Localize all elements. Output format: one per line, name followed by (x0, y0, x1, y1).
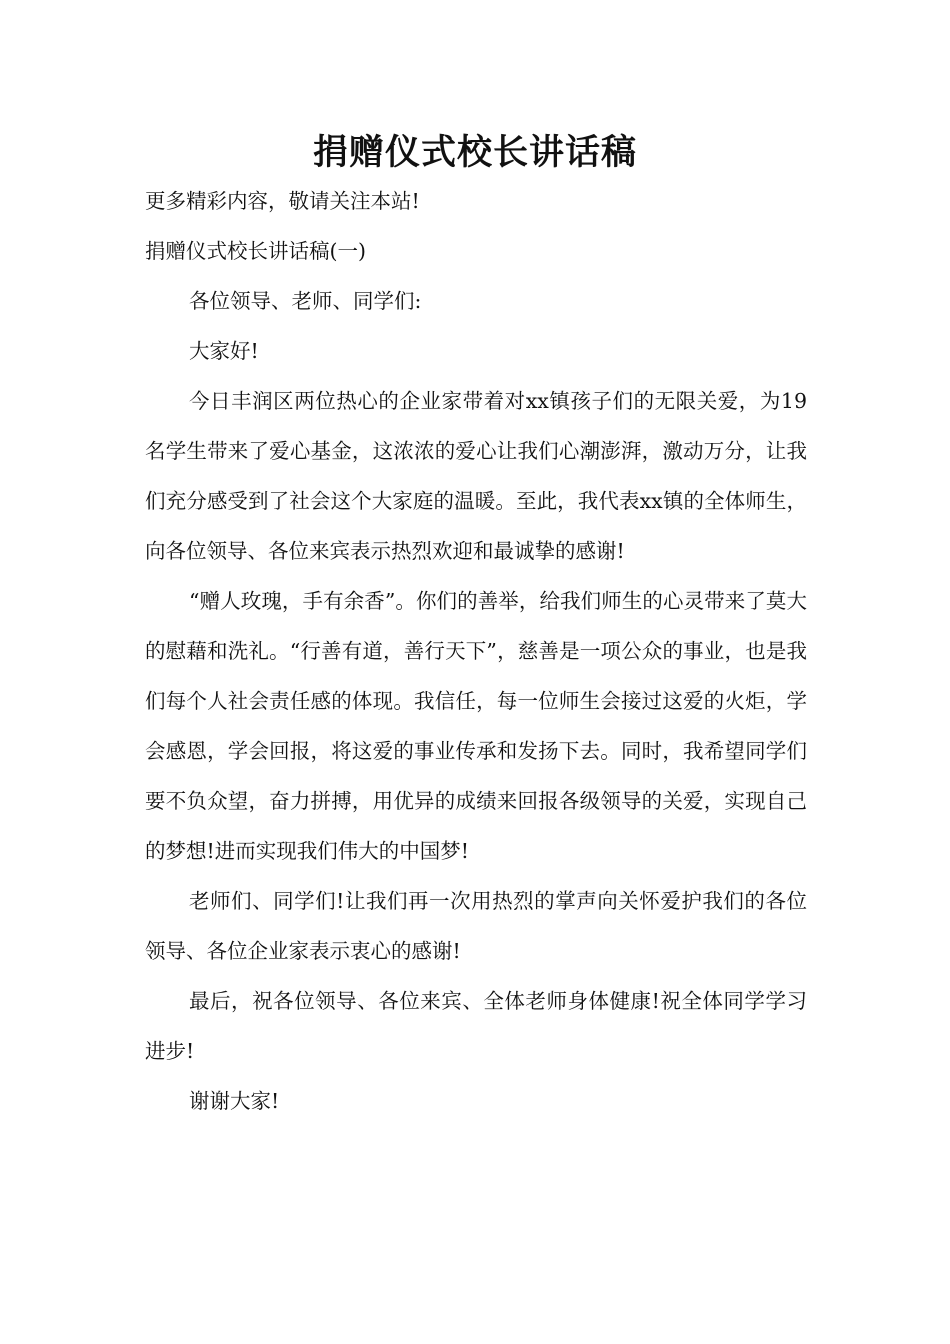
closing: 谢谢大家! (189, 1089, 280, 1113)
document-title: 捐赠仪式校长讲话稿 (312, 133, 637, 173)
notice-line: 更多精彩内容，敬请关注本站! (145, 189, 420, 213)
section-subtitle: 捐赠仪式校长讲话稿(一) (145, 239, 366, 263)
paragraph-2: “赠人玫瑰，手有余香”。你们的善举，给我们师生的心灵带来了莫大的慰藉和洗礼。“行善有道，善行天下”，慈善是一项公众的事业，也是我们每个人社会责任感的体现。我信任，每一位师生会接过这爱的火炬，学会感恩，学会回报，将这爱的事业传承和发扬下去。同时，我希望同学们要不负众望，奋力拼搏，用优异的成绩来回报各级领导的关爱，实现自己的梦想!进而实现我们伟大的中国梦! (145, 589, 807, 863)
greeting: 大家好! (189, 339, 259, 363)
paragraph-4: 最后，祝各位领导、各位来宾、全体老师身体健康!祝全体同学学习进步! (145, 989, 807, 1063)
paragraph-1: 今日丰润区两位热心的企业家带着对xx镇孩子们的无限关爱，为19名学生带来了爱心基金，这浓浓的爱心让我们心潮澎湃，激动万分，让我们充分感受到了社会这个大家庭的温暖。至此，我代表xx镇的全体师生，向各位领导、各位来宾表示热烈欢迎和最诚挚的感谢! (145, 389, 807, 563)
paragraph-3: 老师们、同学们!让我们再一次用热烈的掌声向关怀爱护我们的各位领导、各位企业家表示衷心的感谢! (145, 889, 807, 963)
salutation: 各位领导、老师、同学们: (189, 289, 422, 313)
document-body (145, 176, 807, 1126)
